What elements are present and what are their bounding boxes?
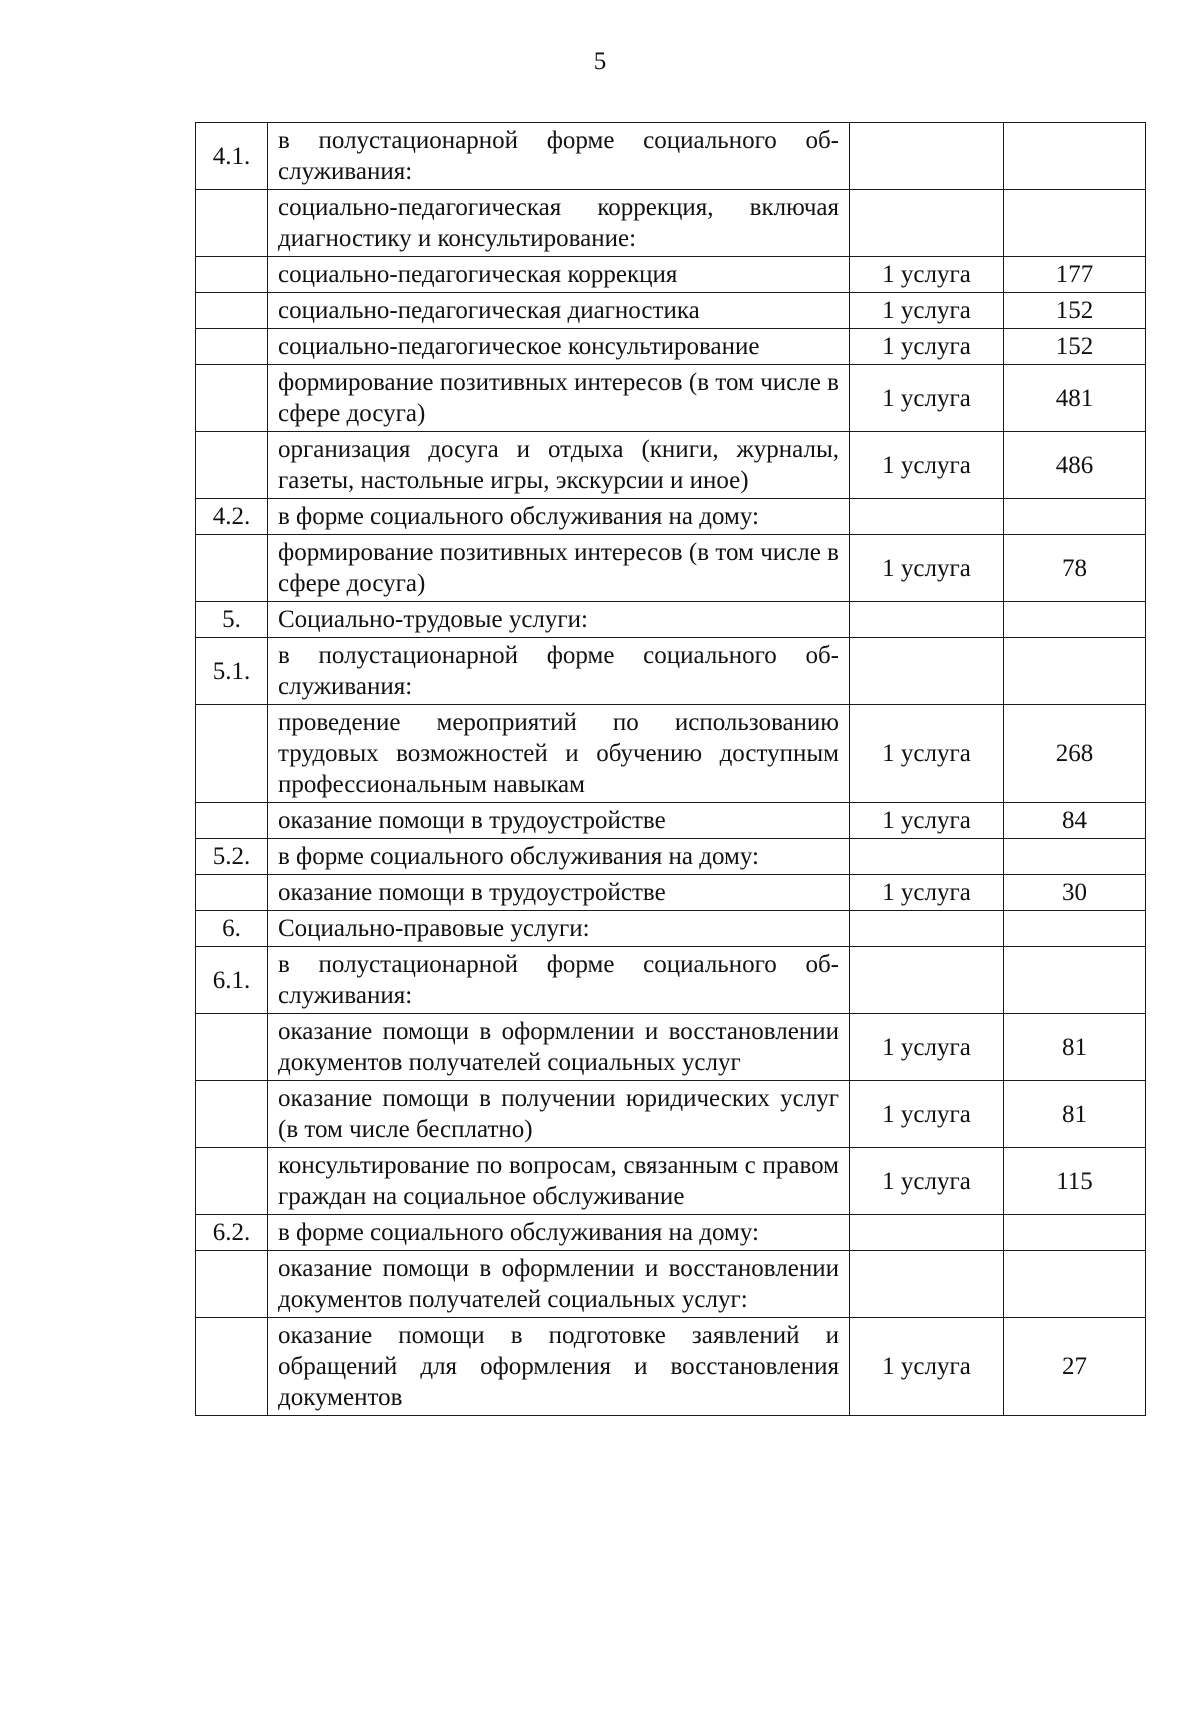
row-unit: 1 услуга — [850, 1318, 1004, 1416]
row-description: оказание помощи в оформлении и восстановлении документов получателей социальных услуг — [268, 1014, 850, 1081]
row-number — [196, 875, 268, 911]
row-value: 152 — [1004, 329, 1146, 365]
row-number: 5. — [196, 602, 268, 638]
row-number: 4.1. — [196, 123, 268, 190]
row-unit — [850, 1215, 1004, 1251]
row-unit — [850, 602, 1004, 638]
table-row — [196, 432, 1146, 499]
row-description: Социально-правовые услуги: — [268, 911, 850, 947]
row-number — [196, 329, 268, 365]
row-value: 486 — [1004, 432, 1146, 499]
table-row — [196, 839, 1146, 875]
row-number: 6.2. — [196, 1215, 268, 1251]
row-unit: 1 услуга — [850, 1148, 1004, 1215]
row-unit — [850, 123, 1004, 190]
table-row — [196, 911, 1146, 947]
row-unit — [850, 839, 1004, 875]
row-value: 81 — [1004, 1014, 1146, 1081]
row-value — [1004, 1251, 1146, 1318]
row-description: консультирование по вопросам, связанным с правом граждан на социальное обслуживание — [268, 1148, 850, 1215]
row-description: социально-педагогическое консультирование — [268, 329, 850, 365]
row-description: социально-педагогическая диагностика — [268, 293, 850, 329]
table-row — [196, 705, 1146, 803]
row-value — [1004, 190, 1146, 257]
row-value: 30 — [1004, 875, 1146, 911]
row-description: организация досуга и отдыха (книги, журналы, газеты, настольные игры, экскурсии и иное) — [268, 432, 850, 499]
row-value — [1004, 1215, 1146, 1251]
row-number — [196, 535, 268, 602]
row-description: Социально-трудовые услуги: — [268, 602, 850, 638]
row-value — [1004, 123, 1146, 190]
row-number — [196, 705, 268, 803]
row-description: формирование позитивных интересов (в том числе в сфере досуга) — [268, 535, 850, 602]
table-row — [196, 535, 1146, 602]
row-number: 6.1. — [196, 947, 268, 1014]
row-description: в форме социального обслуживания на дому: — [268, 1215, 850, 1251]
row-number — [196, 1014, 268, 1081]
row-description: оказание помощи в трудоустройстве — [268, 803, 850, 839]
row-number — [196, 803, 268, 839]
row-description: оказание помощи в получении юридических услуг (в том числе бесплатно) — [268, 1081, 850, 1148]
table-row — [196, 1251, 1146, 1318]
row-value: 27 — [1004, 1318, 1146, 1416]
row-number: 5.2. — [196, 839, 268, 875]
row-unit: 1 услуга — [850, 535, 1004, 602]
table-row — [196, 499, 1146, 535]
row-unit — [850, 911, 1004, 947]
row-number — [196, 257, 268, 293]
table-row — [196, 1215, 1146, 1251]
row-value: 84 — [1004, 803, 1146, 839]
row-description: формирование позитивных интересов (в том числе в сфере досуга) — [268, 365, 850, 432]
table-row — [196, 947, 1146, 1014]
row-number — [196, 1251, 268, 1318]
row-unit — [850, 190, 1004, 257]
table-row — [196, 123, 1146, 190]
row-description: социально-педагогическая коррекция — [268, 257, 850, 293]
row-number — [196, 365, 268, 432]
row-number: 4.2. — [196, 499, 268, 535]
table-row — [196, 1014, 1146, 1081]
page-number: 5 — [593, 48, 607, 75]
row-unit: 1 услуга — [850, 705, 1004, 803]
row-value — [1004, 839, 1146, 875]
row-unit: 1 услуга — [850, 875, 1004, 911]
row-description: в форме социального обслуживания на дому: — [268, 839, 850, 875]
row-value: 152 — [1004, 293, 1146, 329]
row-unit: 1 услуга — [850, 803, 1004, 839]
table-row — [196, 1081, 1146, 1148]
row-unit: 1 услуга — [850, 293, 1004, 329]
row-unit: 1 услуга — [850, 329, 1004, 365]
row-unit: 1 услуга — [850, 1014, 1004, 1081]
row-number — [196, 293, 268, 329]
row-unit: 1 услуга — [850, 365, 1004, 432]
row-value — [1004, 638, 1146, 705]
table-row — [196, 329, 1146, 365]
row-description: оказание помощи в оформлении и восстановлении документов получателей социальных услуг: — [268, 1251, 850, 1318]
row-unit — [850, 1251, 1004, 1318]
row-value: 81 — [1004, 1081, 1146, 1148]
table-row — [196, 190, 1146, 257]
row-unit: 1 услуга — [850, 432, 1004, 499]
services-table — [195, 122, 1146, 1416]
row-description: оказание помощи в подготовке заявлений и обращений для оформления и восстановления документов — [268, 1318, 850, 1416]
table-row — [196, 1148, 1146, 1215]
row-description: в форме социального обслуживания на дому: — [268, 499, 850, 535]
table-row — [196, 803, 1146, 839]
row-value — [1004, 947, 1146, 1014]
row-value — [1004, 602, 1146, 638]
table-row — [196, 602, 1146, 638]
row-description: проведение мероприятий по использованию трудовых возможностей и обучению доступным профессиональным навыкам — [268, 705, 850, 803]
table-row — [196, 875, 1146, 911]
row-value: 481 — [1004, 365, 1146, 432]
row-number — [196, 190, 268, 257]
table-row — [196, 257, 1146, 293]
row-number — [196, 1081, 268, 1148]
row-number: 5.1. — [196, 638, 268, 705]
row-number — [196, 1148, 268, 1215]
row-unit: 1 услуга — [850, 257, 1004, 293]
row-value: 115 — [1004, 1148, 1146, 1215]
row-description: социально-педагогическая коррекция, включая диагностику и консультирование: — [268, 190, 850, 257]
row-number: 6. — [196, 911, 268, 947]
table-row — [196, 638, 1146, 705]
row-value — [1004, 499, 1146, 535]
row-value: 177 — [1004, 257, 1146, 293]
row-unit — [850, 638, 1004, 705]
row-unit — [850, 947, 1004, 1014]
row-value: 268 — [1004, 705, 1146, 803]
row-description: оказание помощи в трудоустройстве — [268, 875, 850, 911]
row-description: в полустационарной форме социального обслуживания: — [268, 947, 850, 1014]
table-row — [196, 293, 1146, 329]
row-value — [1004, 911, 1146, 947]
row-number — [196, 432, 268, 499]
row-value: 78 — [1004, 535, 1146, 602]
table-row — [196, 365, 1146, 432]
row-description: в полустационарной форме социального обслуживания: — [268, 123, 850, 190]
row-number — [196, 1318, 268, 1416]
row-unit: 1 услуга — [850, 1081, 1004, 1148]
row-unit — [850, 499, 1004, 535]
row-description: в полустационарной форме социального обслуживания: — [268, 638, 850, 705]
table-row — [196, 1318, 1146, 1416]
